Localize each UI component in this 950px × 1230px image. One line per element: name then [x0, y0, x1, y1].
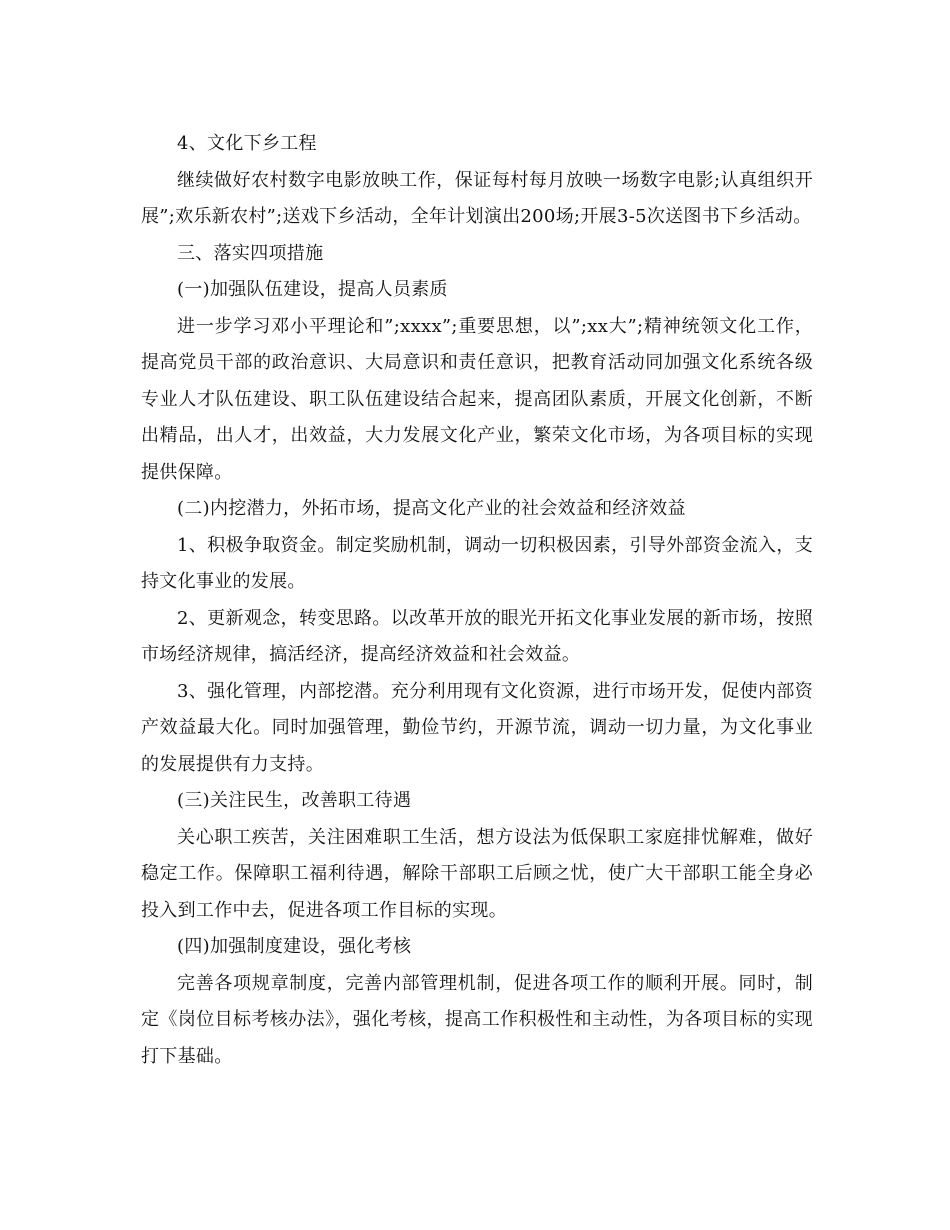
paragraph-funding: 1、积极争取资金。制定奖励机制，调动一切积极因素，引导外部资金流入，支持文化事业的发展。	[141, 534, 813, 592]
document-body	[141, 126, 813, 1075]
subheading-institutions: (四)加强制度建设，强化考核	[177, 936, 412, 957]
paragraph-rural-culture: 继续做好农村数字电影放映工作，保证每村每月放映一场数字电影;认真组织开展”;欢乐新农村”;送戏下乡活动，全年计划演出200场;开展3-5次送图书下乡活动。	[141, 169, 813, 227]
subheading-market: (二)内挖潜力，外拓市场，提高文化产业的社会效益和经济效益	[177, 498, 686, 519]
heading-four-measures: 三、落实四项措施	[177, 242, 324, 264]
paragraph-institutions: 完善各项规章制度，完善内部管理机制，促进各项工作的顺利开展。同时，制定《岗位目标考核办法》，强化考核，提高工作积极性和主动性，为各项目标的实现打下基础。	[141, 972, 813, 1067]
subheading-team-building: (一)加强队伍建设，提高人员素质	[177, 279, 448, 300]
paragraph-management: 3、强化管理，内部挖潜。充分利用现有文化资源，进行市场开发，促使内部资产效益最大化。同时加强管理，勤俭节约，开源节流，调动一切力量，为文化事业的发展提供有力支持。	[141, 680, 813, 775]
paragraph-team-building: 进一步学习邓小平理论和”;xxxx”;重要思想，以”;xx大”;精神统领文化工作，提高党员干部的政治意识、大局意识和责任意识，把教育活动同加强文化系统各级专业人才队伍建设、职工队伍建设结合起来，提高团队素质，开展文化创新，不断出精品，出人才，出效益，大力发展文化产业，繁荣文化市场，为各项目标的实现提供保障。	[141, 315, 813, 483]
paragraph-livelihood: 关心职工疾苦，关注困难职工生活，想方设法为低保职工家庭排忧解难，做好稳定工作。保障职工福利待遇，解除干部职工后顾之忧，使广大干部职工能全身必投入到工作中去，促进各项工作目标的实现。	[141, 826, 813, 921]
heading-rural-culture: 4、文化下乡工程	[177, 133, 317, 154]
subheading-livelihood: (三)关注民生，改善职工待遇	[177, 790, 412, 811]
paragraph-new-concepts: 2、更新观念，转变思路。以改革开放的眼光开拓文化事业发展的新市场，按照市场经济规律，搞活经济，提高经济效益和社会效益。	[141, 607, 813, 665]
